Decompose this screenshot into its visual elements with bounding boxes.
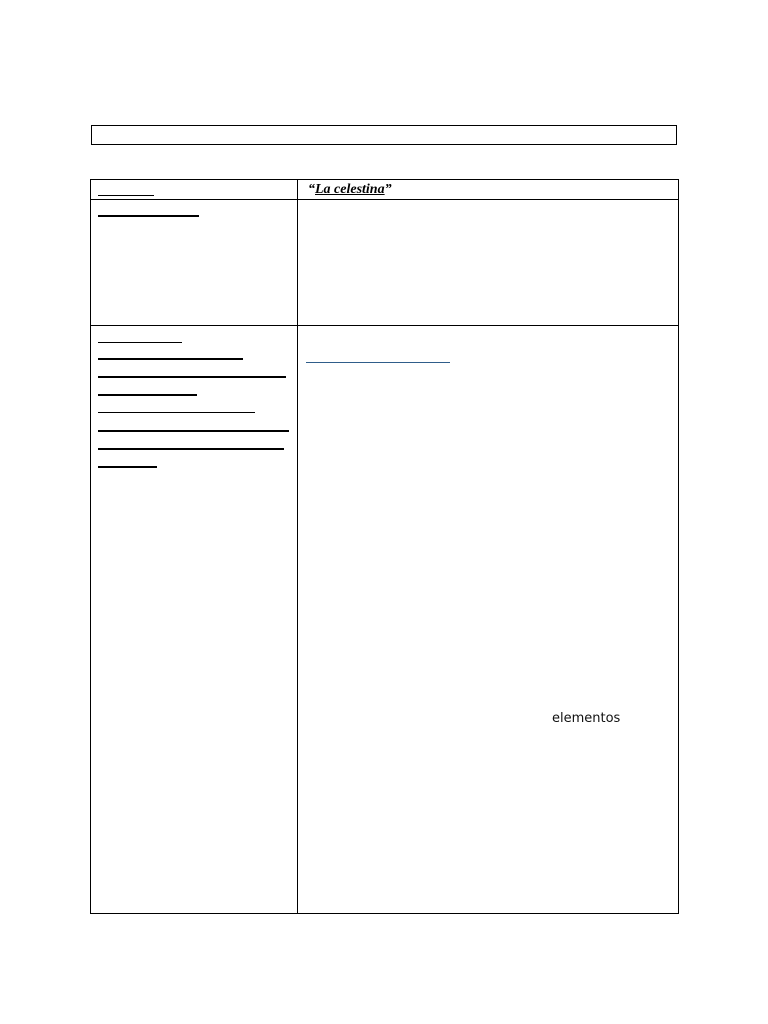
header-row-divider [91, 199, 678, 200]
row2-left-underline-6 [98, 430, 289, 432]
row-divider [91, 325, 678, 326]
row2-left-underline-7 [98, 448, 284, 450]
row2-left-underline-5 [98, 412, 255, 413]
title-close-quote: ” [384, 182, 392, 197]
title-box [91, 125, 677, 145]
row2-left-underline-2 [98, 358, 243, 360]
row2-left-underline-3 [98, 376, 286, 378]
row2-left-underline-8 [98, 466, 157, 468]
title-open-quote: “ [308, 182, 315, 197]
column-divider [297, 180, 298, 913]
row2-right-link-underline[interactable] [306, 362, 450, 363]
header-left-underline [98, 195, 154, 196]
title-text: La celestina [315, 182, 385, 197]
row2-left-underline-1 [98, 342, 182, 343]
floating-text: elementos [552, 711, 621, 726]
header-title [308, 180, 392, 199]
content-table [90, 179, 679, 914]
row1-left-underline [98, 215, 199, 217]
row2-left-underline-4 [98, 394, 197, 396]
